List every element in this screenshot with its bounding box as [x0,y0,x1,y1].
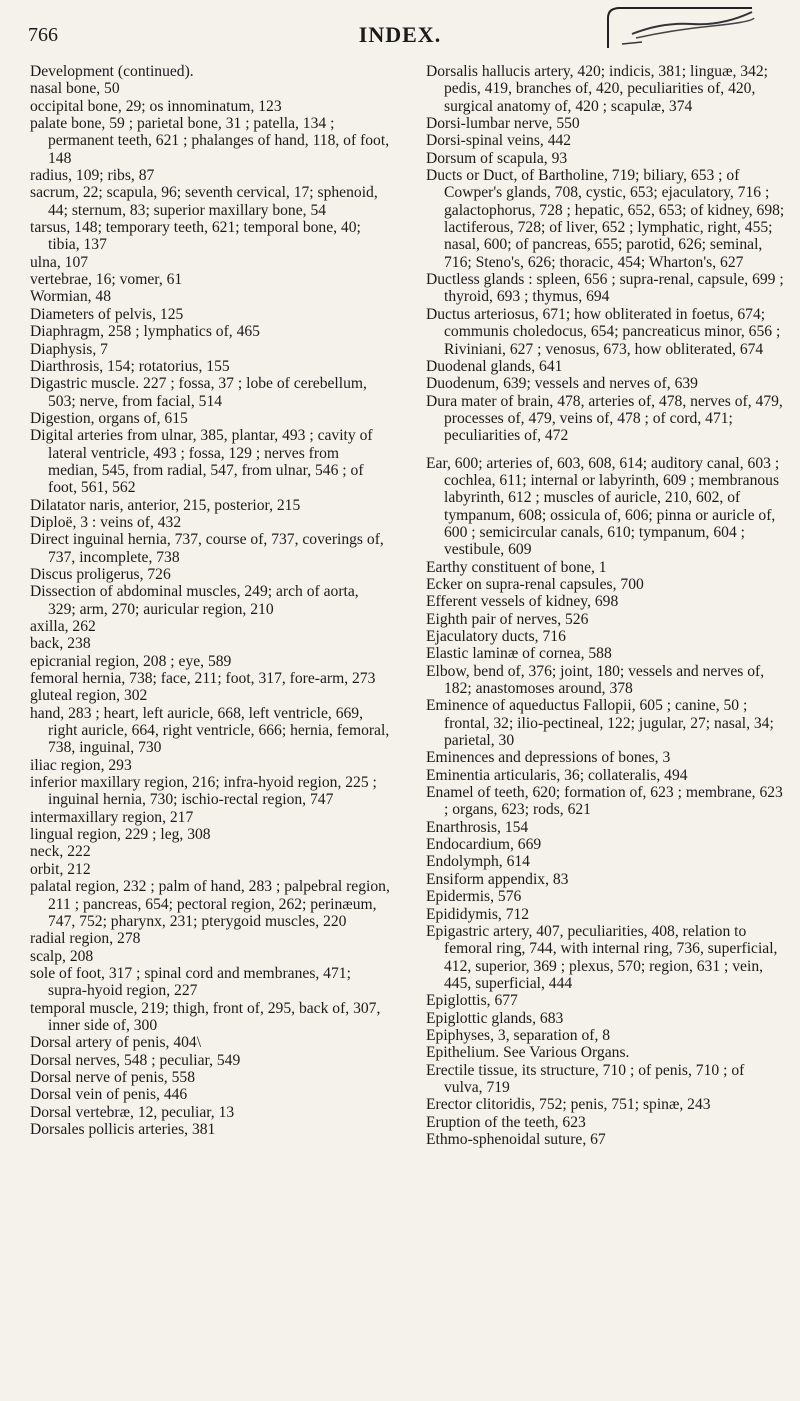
index-entry: Dorsal nerves, 548 ; peculiar, 549 [30,1051,241,1069]
index-entry: temporal muscle, 219; thigh, front of, 295, back of, 307, inner side of, 300 [30,999,381,1034]
index-entry: epicranial region, 208 ; eye, 589 [30,652,232,670]
index-entry: Diameters of pelvis, 125 [30,305,184,323]
index-entry: iliac region, 293 [30,756,132,774]
index-entry: Endolymph, 614 [426,853,530,871]
index-entry: Digital arteries from ulnar, 385, plantar, 493 ; cavity of lateral ventricle, 493 ; fossa, 129 ; nerves from median, 545, from radial, 547, from ulnar, 546 ; of foot, 561, 562 [30,427,373,497]
index-entry: Duodenum, 639; vessels and nerves of, 639 [426,375,698,393]
index-entry: Dissection of abdominal muscles, 249; arch of aorta, 329; arm, 270; auricular region, 210 [30,583,359,618]
index-entry: Dorsal vein of penis, 446 [30,1086,188,1104]
index-entry: radial region, 278 [30,930,141,948]
index-entry: orbit, 212 [30,860,91,878]
index-entry: Endocardium, 669 [426,836,542,854]
index-entry: radius, 109; ribs, 87 [30,167,155,185]
index-entry: Eminence of aqueductus Fallopii, 605 ; canine, 50 ; frontal, 32; ilio-pectineal, 122; jugular, 27; nasal, 34; parietal, 30 [426,697,774,750]
index-entry: occipital bone, 29; os innominatum, 123 [30,97,282,115]
index-entry: Epidermis, 576 [426,888,522,906]
index-entry: back, 238 [30,635,91,653]
index-entry: Eminentia articularis, 36; collateralis, 494 [426,766,688,784]
index-entry: ulna, 107 [30,253,89,271]
index-entry: vertebrae, 16; vomer, 61 [30,271,183,289]
index-entry: Dorsal nerve of penis, 558 [30,1068,195,1086]
index-entry: nasal bone, 50 [30,80,120,98]
index-entry: Diploë, 3 : veins of, 432 [30,513,182,531]
index-entry: Wormian, 48 [30,288,112,306]
index-entry: Earthy constituent of bone, 1 [426,558,607,576]
index-entry: Ecker on supra-renal capsules, 700 [426,575,644,593]
left-column [30,63,390,1138]
index-entry: Enamel of teeth, 620; formation of, 623 ; membrane, 623 ; organs, 623; rods, 621 [426,784,783,819]
index-entry: Direct inguinal hernia, 737, course of, 737, coverings of, 737, incomplete, 738 [30,531,384,566]
page-header [28,18,772,54]
index-entry: scalp, 208 [30,947,94,965]
index-entry: Eruption of the teeth, 623 [426,1113,586,1131]
index-entry: Epigastric artery, 407, peculiarities, 408, relation to femoral ring, 744, with internal ring, 736, superficial, 412, superior, 369 ; plexus, 570; region, 631 ; vein, 445, superficial, 444 [426,922,778,992]
right-column [426,63,786,1148]
index-entry: Development (continued). [30,63,194,80]
index-entry: Epiglottis, 677 [426,992,518,1010]
index-entry: Dorsi-lumbar nerve, 550 [426,115,580,133]
index-entry: tarsus, 148; temporary teeth, 621; temporal bone, 40; tibia, 137 [30,219,361,254]
index-entry: Ductless glands : spleen, 656 ; supra-renal, capsule, 699 ; thyroid, 693 ; thymus, 694 [426,271,784,306]
index-entry: Ear, 600; arteries of, 603, 608, 614; auditory canal, 603 ; cochlea, 611; internal or labyrinth, 609 ; membranous labyrinth, 612 ; muscles of auricle, 210, 602, of tympanum, 608; ossicula of, 606; pinna or auricle of, 600 ; semicircular canals, 610; tympanum, 604 ; vestibule, 609 [426,454,780,559]
page-number: 766 [28,24,58,46]
index-entry: Diaphysis, 7 [30,340,108,358]
index-entry: inferior maxillary region, 216; infra-hyoid region, 225 ; inguinal hernia, 730; ischio-rectal region, 747 [30,774,377,809]
index-entry: Ensiform appendix, 83 [426,870,569,888]
entry-gap [426,445,786,455]
index-entry: neck, 222 [30,843,91,861]
index-entry: palatal region, 232 ; palm of hand, 283 ; palpebral region, 211 ; pancreas, 654; pectoral region, 262; perinæum, 747, 752; pharynx, 231; pterygoid muscles, 220 [30,878,390,930]
index-entry: Dorsi-spinal veins, 442 [426,132,572,150]
index-entry: Ejaculatory ducts, 716 [426,628,566,645]
index-entry: Digestion, organs of, 615 [30,409,188,427]
index-entry: Discus proligerus, 726 [30,565,171,583]
index-entry: Eighth pair of nerves, 526 [426,610,589,628]
index-entry: sacrum, 22; scapula, 96; seventh cervical, 17; sphenoid, 44; sternum, 83; superior maxillary bone, 54 [30,184,378,219]
index-entry: Ductus arteriosus, 671; how obliterated in foetus, 674; communis choledocus, 654; pancreaticus minor, 656 ; Riviniani, 627 ; venosus, 673, how obliterated, 674 [426,305,781,358]
index-entry: gluteal region, 302 [30,687,148,705]
index-entry: Dorsal artery of penis, 404\ [30,1034,202,1052]
index-entry: Elbow, bend of, 376; joint, 180; vessels and nerves of, 182; anastomoses around, 378 [426,662,765,698]
index-entry: Epiphyses, 3, separation of, 8 [426,1026,611,1044]
index-entry: Dorsalis hallucis artery, 420; indicis, 381; linguæ, 342; pedis, 419, branches of, 420, peculiarities of, 420, surgical anatomy of, 420 ; scapulæ, 374 [426,63,769,115]
index-entry: intermaxillary region, 217 [30,808,194,826]
index-entry: Epiglottic glands, 683 [426,1009,564,1027]
index-entry: femoral hernia, 738; face, 211; foot, 317, fore-arm, 273 [30,670,376,688]
index-entry: Elastic laminæ of cornea, 588 [426,645,612,663]
index-entry: Enarthrosis, 154 [426,818,529,836]
index-entry: Dorsales pollicis arteries, 381 [30,1120,216,1138]
index-entry: Epididymis, 712 [426,905,530,923]
index-entry: Epithelium. See Various Organs. [426,1044,630,1062]
index-entry: Eminences and depressions of bones, 3 [426,749,671,767]
index-entry: Diarthrosis, 154; rotatorius, 155 [30,357,230,375]
index-entry: Ethmo-sphenoidal suture, 67 [426,1130,606,1148]
index-entry: palate bone, 59 ; parietal bone, 31 ; patella, 134 ; permanent teeth, 621 ; phalanges of hand, 118, of foot, 148 [30,115,390,167]
index-entry: Efferent vessels of kidney, 698 [426,593,619,611]
index-entry: hand, 283 ; heart, left auricle, 668, left ventricle, 669, right auricle, 664, right ventricle, 666; hernia, femoral, 738, inguinal, 730 [30,704,390,757]
index-entry: Diaphragm, 258 ; lymphatics of, 465 [30,323,260,341]
index-entry: Dura mater of brain, 478, arteries of, 478, nerves of, 479, processes of, 479, veins of, 478 ; of cord, 471; peculiarities of, 472 [426,392,783,445]
page-title: INDEX. [358,22,442,47]
index-entry: Ducts or Duct, of Bartholine, 719; biliary, 653 ; of Cowper's glands, 708, cystic, 653; ejaculatory, 716 ; galactophorus, 728 ; hepatic, 652, 653; of kidney, 698; lactiferous, 728; of liver, 652 ; lymphatic, right, 455; nasal, 600; of pancreas, 655; parotid, 626; seminal, 716; Steno's, 626; thoracic, 454; Wharton's, 627 [426,167,785,271]
index-entry: sole of foot, 317 ; spinal cord and membranes, 471; supra-hyoid region, 227 [30,964,351,1000]
index-entry: Erectile tissue, its structure, 710 ; of penis, 710 ; of vulva, 719 [426,1061,745,1096]
index-entry: Dilatator naris, anterior, 215, posterior, 215 [30,496,301,514]
library-stamp-icon [602,4,762,52]
index-entry: axilla, 262 [30,618,96,635]
index-entry: Dorsal vertebræ, 12, peculiar, 13 [30,1103,235,1121]
index-entry: lingual region, 229 ; leg, 308 [30,826,211,844]
index-entry: Digastric muscle. 227 ; fossa, 37 ; lobe of cerebellum, 503; nerve, from facial, 514 [30,375,367,410]
index-entry: Duodenal glands, 641 [426,357,563,375]
index-entry: Erector clitoridis, 752; penis, 751; spinæ, 243 [426,1096,711,1114]
index-entry: Dorsum of scapula, 93 [426,149,568,167]
